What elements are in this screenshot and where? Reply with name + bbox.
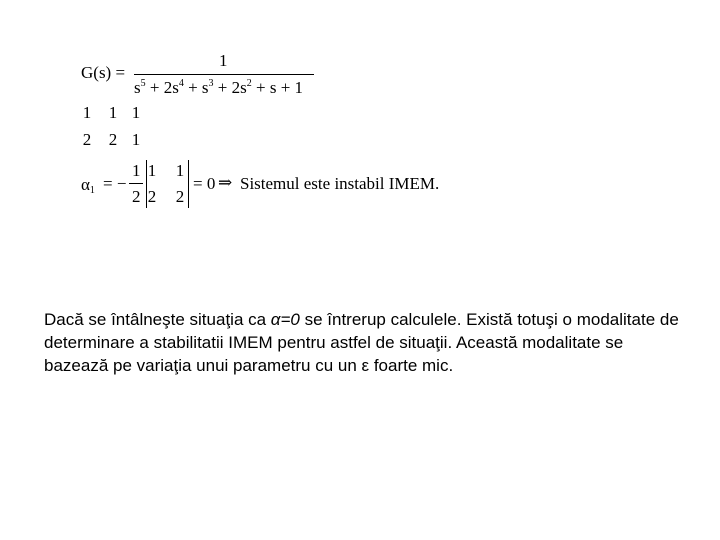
tf-term-5: + s + 1 <box>251 78 304 97</box>
routh-r2-c3: 1 <box>131 130 141 149</box>
tf-denominator <box>134 78 303 98</box>
routh-r1-c1: 1 <box>82 103 92 122</box>
tf-term-1: $s^5$ <box>134 78 146 97</box>
explanation-paragraph <box>44 308 684 377</box>
conclusion-text: Sistemul este instabil IMEM. <box>240 174 440 193</box>
tf-fraction-bar <box>134 74 314 75</box>
tf-numerator: 1 <box>219 51 228 70</box>
det-r1-c2: 1 <box>175 161 185 180</box>
routh-r2-c1: 2 <box>82 130 92 149</box>
routh-r1-c3: 1 <box>131 103 141 122</box>
frac-numerator: 1 <box>132 161 141 180</box>
tf-term-4: + $2s^2$ <box>213 78 252 97</box>
alpha-result: = 0 <box>193 174 216 193</box>
alpha-zero-italic: α=0 <box>270 310 300 329</box>
alpha-symbol: $\alpha_1$ <box>81 175 95 196</box>
routh-r2-c2: 2 <box>108 130 118 149</box>
tf-lhs: G(s) = <box>81 63 126 82</box>
tf-term-2: + $2s^4$ <box>145 78 184 97</box>
frac-denominator: 2 <box>132 187 141 206</box>
alpha-equals-minus: = − <box>103 174 127 193</box>
routh-r1-c2: 1 <box>108 103 118 122</box>
det-right-bar <box>188 160 189 208</box>
implies-arrow-icon: ⇒ <box>218 173 233 192</box>
det-r1-c1: 1 <box>147 161 157 180</box>
frac-bar <box>129 183 143 184</box>
det-r2-c1: 2 <box>147 187 157 206</box>
paragraph-text: Dacă se întâlneşte situaţia ca α=0 se întrerup calculele. Există totuşi o modalitate de determinare a stabilitatii IMEM pentru astfel de situaţii. Această modalitate se bazează pe variaţia unui parametru cu un ε foarte mic. <box>44 310 679 375</box>
det-r2-c2: 2 <box>175 187 185 206</box>
tf-term-3: + $s^3$ <box>183 78 214 97</box>
